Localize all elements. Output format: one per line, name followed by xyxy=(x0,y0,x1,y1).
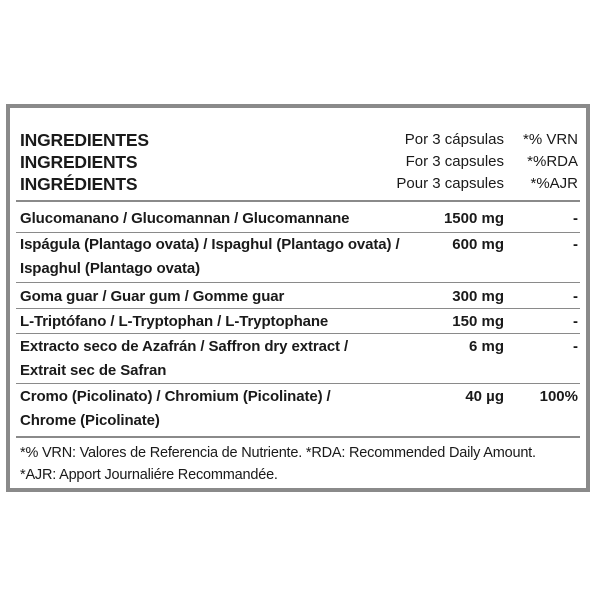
row-divider xyxy=(16,308,580,309)
footnote-line-2: *AJR: Apport Journaliére Recommandée. xyxy=(20,467,278,483)
ingredient-name: L-Triptófano / L-Tryptophan / L-Tryptophane xyxy=(20,313,329,330)
ingredient-name-cont: Ispaghul (Plantago ovata) xyxy=(20,260,201,277)
ingredient-percent: - xyxy=(573,288,578,305)
serving-en: For 3 capsules xyxy=(405,153,504,170)
ingredient-amount: 300 mg xyxy=(452,288,504,305)
row-divider xyxy=(16,383,580,384)
ingredient-name: Extracto seco de Azafrán / Saffron dry extract / xyxy=(20,338,349,355)
ingredient-amount: 6 mg xyxy=(468,338,504,355)
ingredient-percent: 100% xyxy=(539,388,578,405)
reference-en: *%RDA xyxy=(527,153,578,170)
ingredient-amount: 1500 mg xyxy=(443,210,504,227)
row-divider xyxy=(16,232,580,233)
ingredient-name: Glucomanano / Glucomannan / Glucomannane xyxy=(20,210,350,227)
row-divider xyxy=(16,282,580,283)
ingredient-name: Goma guar / Guar gum / Gomme guar xyxy=(20,288,285,305)
ingredient-percent: - xyxy=(573,338,578,355)
serving-es: Por 3 cápsulas xyxy=(404,131,504,148)
ingredient-percent: - xyxy=(573,236,578,253)
header-divider xyxy=(16,200,580,202)
ingredient-name-cont: Extrait sec de Safran xyxy=(20,362,167,379)
ingredient-name: Cromo (Picolinato) / Chromium (Picolinate) / xyxy=(20,388,331,405)
reference-fr: *%AJR xyxy=(530,175,578,192)
ingredient-percent: - xyxy=(573,313,578,330)
serving-fr: Pour 3 capsules xyxy=(396,175,504,192)
reference-es: *% VRN xyxy=(522,131,578,148)
footnote-line-1: *% VRN: Valores de Referencia de Nutriente. *RDA: Recommended Daily Amount. xyxy=(20,445,536,461)
nutrition-panel xyxy=(6,104,590,492)
title-fr: INGRÉDIENTS xyxy=(20,174,138,194)
title-en: INGREDIENTS xyxy=(20,152,138,172)
title-es: INGREDIENTES xyxy=(20,130,149,150)
ingredient-amount: 150 mg xyxy=(452,313,504,330)
ingredient-amount: 600 mg xyxy=(452,236,504,253)
ingredient-name-cont: Chrome (Picolinate) xyxy=(20,412,160,429)
ingredient-name: Ispágula (Plantago ovata) / Ispaghul (Plantago ovata) / xyxy=(20,236,400,253)
row-divider xyxy=(16,333,580,334)
ingredient-percent: - xyxy=(573,210,578,227)
ingredient-amount: 40 µg xyxy=(465,388,504,405)
footnote-divider xyxy=(16,436,580,438)
